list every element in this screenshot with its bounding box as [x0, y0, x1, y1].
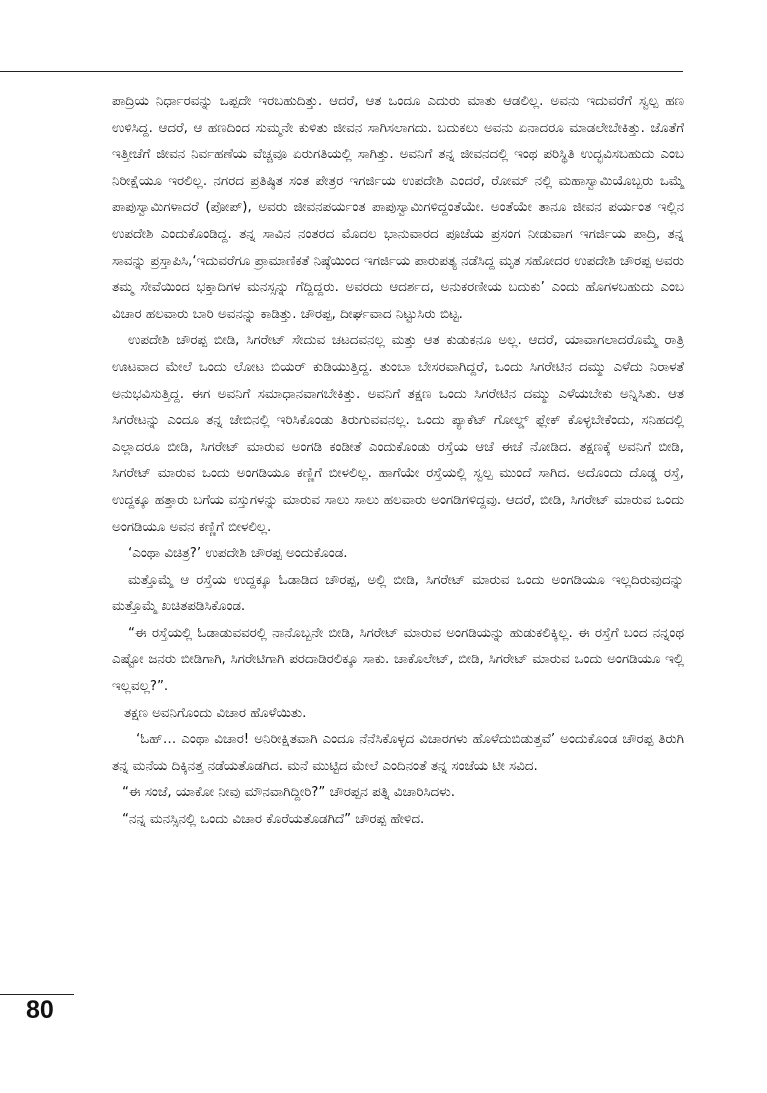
top-rule: [0, 71, 683, 72]
paragraph-6: ತಕ್ಷಣ ಅವನಿಗೊಂದು ವಿಚಾರ ಹೊಳೆಯಿತು.: [124, 705, 307, 721]
page-number: 80: [26, 996, 54, 1024]
paragraph-3: ‘ಎಂಥಾ ವಿಚಿತ್ರ?’ ಉಪದೇಶಿ ಚೌರಪ್ಪ ಅಂದುಕೊಂಡ.: [128, 546, 348, 562]
paragraph-5: “ಈ ರಸ್ತೆಯಲ್ಲಿ ಓಡಾಡುವವರಲ್ಲಿ ನಾನೊಬ್ಬನೇ ಬೀಡಿ, ಸಿಗರೇಟ್ ಮಾರುವ ಅಂಗಡಿಯನ್ನು ಹುಡುಕಲಿಕ್ಕಿಲ್ಲ. ಈ ರಸ್ತೆಗೆ ಬಂದ ನನ್ನಂಥ ಎಷ್ಟೋ ಜನರು ಬೀಡಿಗಾಗಿ, ಸಿಗರೇಟಿಗಾಗಿ ಪರದಾಡಿರಲಿಕ್ಕೂ ಸಾಕು. ಚಾಕೊಲೇಟ್, ಬೀಡಿ, ಸಿಗರೇಟ್ ಮಾರುವ ಒಂದು ಅಂಗಡಿಯೂ ಇಲ್ಲಿ ಇಲ್ಲವಲ್ಲ?”.: [112, 625, 684, 695]
page-body: [112, 89, 684, 834]
paragraph-8: “ಈ ಸಂಜೆ, ಯಾಕೋ ನೀವು ಮೌನವಾಗಿದ್ದೀರಿ?” ಚೌರಪ್ಪನ ಪತ್ನಿ ವಿಚಾರಿಸಿದಳು.: [122, 785, 455, 801]
paragraph-2: ಉಪದೇಶಿ ಚೌರಪ್ಪ ಬೀಡಿ, ಸಿಗರೇಟ್ ಸೇದುವ ಚಟದವನಲ್ಲ ಮತ್ತು ಆತ ಕುಡುಕನೂ ಅಲ್ಲ. ಆದರೆ, ಯಾವಾಗಲಾದರೊಮ್ಮೆ ರಾತ್ರಿ ಊಟವಾದ ಮೇಲೆ ಒಂದು ಲೋಟ ಬಿಯರ್ ಕುಡಿಯುತ್ತಿದ್ದ. ತುಂಬಾ ಬೇಸರವಾಗಿದ್ದರೆ, ಒಂದು ಸಿಗರೇಟಿನ ದಮ್ಮು ಎಳೆದು ನಿರಾಳತೆ ಅನುಭವಿಸುತ್ತಿದ್ದ. ಈಗ ಅವನಿಗೆ ಸಮಾಧಾನವಾಗಬೇಕಿತ್ತು. ಅವನಿಗೆ ತಕ್ಷಣ ಒಂದು ಸಿಗರೇಟಿನ ದಮ್ಮು ಎಳೆಯಬೇಕು ಅನ್ನಿಸಿತು. ಆತ ಸಿಗರೇಟನ್ನು ಎಂದೂ ತನ್ನ ಜೇಬಿನಲ್ಲಿ ಇರಿಸಿಕೊಂಡು ತಿರುಗುವವನಲ್ಲ. ಒಂದು ಪ್ಯಾಕೆಟ್ ಗೋಲ್ಡ್ ಫ್ಲೇಕ್ ಕೊಳ್ಳಬೇಕೆಂದು, ಸನಿಹದಲ್ಲಿ ಎಲ್ಲಾದರೂ ಬೀಡಿ, ಸಿಗರೇಟ್ ಮಾರುವ ಅಂಗಡಿ ಕಂಡೀತೆ ಎಂದುಕೊಂಡು ರಸ್ತೆಯ ಆಚೆ ಈಚೆ ನೋಡಿದ. ತಕ್ಷಣಕ್ಕೆ ಅವನಿಗೆ ಬೀಡಿ, ಸಿಗರೇಟ್ ಮಾರುವ ಒಂದು ಅಂಗಡಿಯೂ ಕಣ್ಣಿಗೆ ಬೀಳಲಿಲ್ಲ. ಹಾಗೆಯೇ ರಸ್ತೆಯಲ್ಲಿ ಸ್ವಲ್ಪ ಮುಂದೆ ಸಾಗಿದ. ಅದೊಂದು ದೊಡ್ಡ ರಸ್ತೆ, ಉದ್ದಕ್ಕೂ ಹತ್ತಾರು ಬಗೆಯ ವಸ್ತುಗಳನ್ನು ಮಾರುವ ಸಾಲು ಸಾಲು ಹಲವಾರು ಅಂಗಡಿಗಳಿದ್ದವು. ಆದರೆ, ಬೀಡಿ, ಸಿಗರೇಟ್ ಮಾರುವ ಒಂದು ಅಂಗಡಿಯೂ ಅವನ ಕಣ್ಣಿಗೆ ಬೀಳಲಿಲ್ಲ.: [112, 333, 684, 535]
paragraph-1: ಪಾದ್ರಿಯ ನಿರ್ಧಾರವನ್ನು ಒಪ್ಪದೇ ಇರಬಹುದಿತ್ತು. ಆದರೆ, ಆತ ಒಂದೂ ಎದುರು ಮಾತು ಆಡಲಿಲ್ಲ. ಅವನು ಇದುವರೆಗೆ ಸ್ವಲ್ಪ ಹಣ ಉಳಿಸಿದ್ದ. ಆದರೆ, ಆ ಹಣದಿಂದ ಸುಮ್ಮನೇ ಕುಳಿತು ಜೀವನ ಸಾಗಿಸಲಾಗದು. ಬದುಕಲು ಅವನು ಏನಾದರೂ ಮಾಡಲೇಬೇಕಿತ್ತು. ಜೊತೆಗೆ ಇತ್ತೀಚೆಗೆ ಜೀವನ ನಿರ್ವಹಣೆಯ ವೆಚ್ಚವೂ ಏರುಗತಿಯಲ್ಲಿ ಸಾಗಿತ್ತು. ಅವನಿಗೆ ತನ್ನ ಜೀವನದಲ್ಲಿ ಇಂಥ ಪರಿಸ್ಥಿತಿ ಉದ್ಭವಿಸಬಹುದು ಎಂಬ ನಿರೀಕ್ಷೆಯೂ ಇರಲಿಲ್ಲ. ನಗರದ ಪ್ರತಿಷ್ಠಿತ ಸಂತ ಪೇತ್ರರ ಇಗರ್ಜಿಯ ಉಪದೇಶಿ ಎಂದರೆ, ರೋಮ್ ನಲ್ಲಿ ಮಹಾಸ್ವಾಮಿಯೊಬ್ಬರು ಒಮ್ಮೆ ಪಾಪುಸ್ವಾಮಿಗಳಾದರೆ (ಪೋಪ್), ಅವರು ಜೀವನಪರ್ಯಂತ ಪಾಪುಸ್ವಾಮಿಗಳಿದ್ದಂತೆಯೇ. ಅಂತೆಯೇ ತಾನೂ ಜೀವನ ಪರ್ಯಂತ ಇಲ್ಲಿನ ಉಪದೇಶಿ ಎಂದುಕೊಂಡಿದ್ದ. ತನ್ನ ಸಾವಿನ ನಂತರದ ಮೊದಲ ಭಾನುವಾರದ ಪೂಜೆಯ ಪ್ರಸಂಗ ನೀಡುವಾಗ ಇಗರ್ಜಿಯ ಪಾದ್ರಿ, ತನ್ನ ಸಾವನ್ನು ಪ್ರಸ್ತಾಪಿಸಿ,‘ಇದುವರೆಗೂ ಪ್ರಾಮಾಣಿಕತೆ ನಿಷ್ಠೆಯಿಂದ ಇಗರ್ಜಿಯ ಪಾರುಪತ್ಯ ನಡೆಸಿದ್ದ ಮೃತ ಸಹೋದರ ಉಪದೇಶಿ ಚೌರಪ್ಪ ಅವರು ತಮ್ಮ ಸೇವೆಯಿಂದ ಭಕ್ತಾದಿಗಳ ಮನಸ್ಸನ್ನು ಗೆದ್ದಿದ್ದರು. ಅವರದು ಆದರ್ಶದ, ಅನುಕರಣೀಯ ಬದುಕು’ ಎಂದು ಹೊಗಳಬಹುದು ಎಂಬ ವಿಚಾರ ಹಲವಾರು ಬಾರಿ ಅವನನ್ನು ಕಾಡಿತ್ತು. ಚೌರಪ್ಪ, ದೀರ್ಘವಾದ ನಿಟ್ಟುಸಿರು ಬಿಟ್ಟ.: [112, 94, 684, 322]
paragraph-9: “ನನ್ನ ಮನಸ್ಸಿನಲ್ಲಿ ಒಂದು ವಿಚಾರ ಕೊರೆಯತೊಡಗಿದೆ” ಚೌರಪ್ಪ ಹೇಳಿದ.: [122, 812, 425, 828]
paragraph-4: ಮತ್ತೊಮ್ಮೆ ಆ ರಸ್ತೆಯ ಉದ್ದಕ್ಕೂ ಓಡಾಡಿದ ಚೌರಪ್ಪ, ಅಲ್ಲಿ ಬೀಡಿ, ಸಿಗರೇಟ್ ಮಾರುವ ಒಂದು ಅಂಗಡಿಯೂ ಇಲ್ಲದಿರುವುದನ್ನು ಮತ್ತೊಮ್ಮೆ ಖಚಿತಪಡಿಸಿಕೊಂಡ.: [112, 572, 684, 615]
paragraph-7: ‘ಓಹ್… ಎಂಥಾ ವಿಚಾರ! ಅನಿರೀಕ್ಷಿತವಾಗಿ ಎಂದೂ ನೆನೆಸಿಕೊಳ್ಳದ ವಿಚಾರಗಳು ಹೊಳೆದುಬಿಡುತ್ತವೆ’ ಅಂದುಕೊಂಡ ಚೌರಪ್ಪ ತಿರುಗಿ ತನ್ನ ಮನೆಯ ದಿಕ್ಕಿನತ್ತ ನಡೆಯತೊಡಗಿದ. ಮನೆ ಮುಟ್ಟಿದ ಮೇಲೆ ಎಂದಿನಂತೆ ತನ್ನ ಸಂಜೆಯ ಟೀ ಸವಿದ.: [112, 732, 684, 774]
